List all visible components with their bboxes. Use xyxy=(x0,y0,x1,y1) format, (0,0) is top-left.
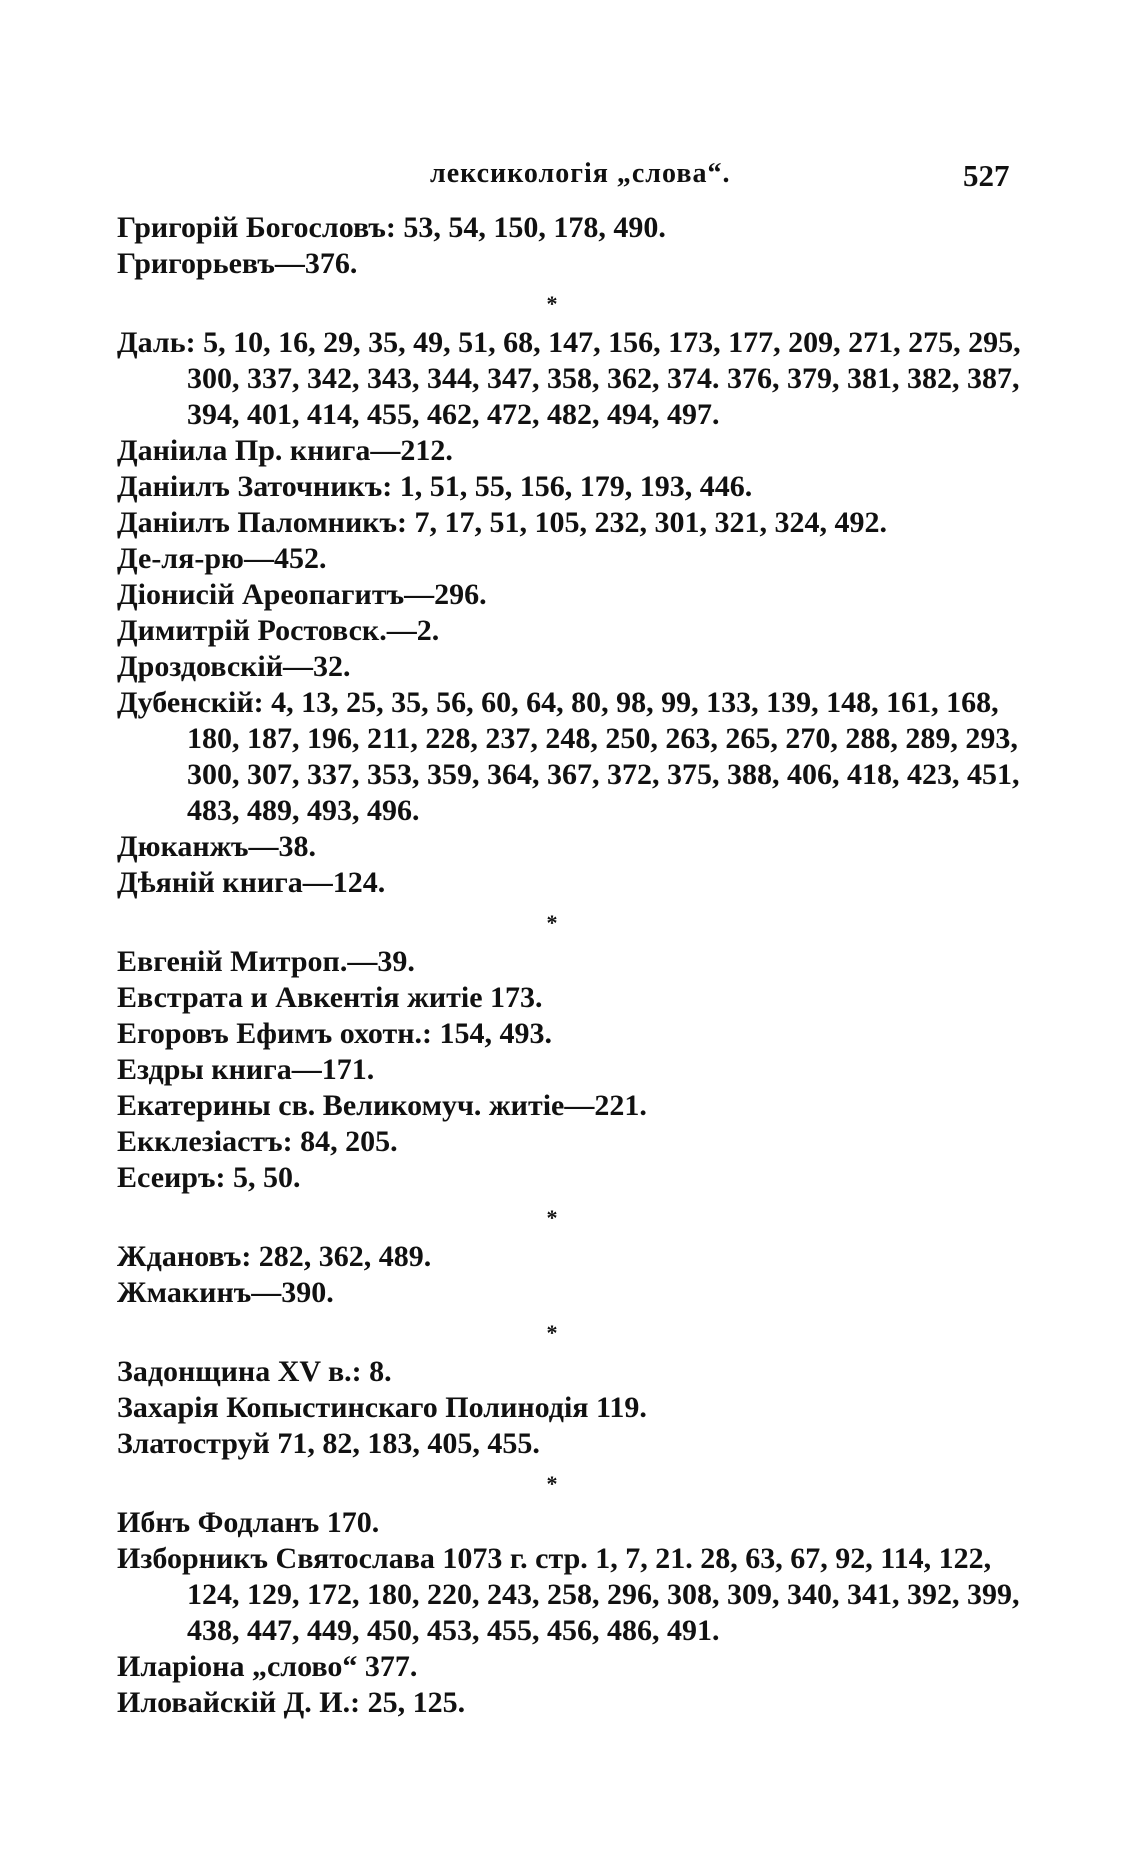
index-entries xyxy=(117,210,1037,1721)
index-entry: Дроздовскій—32. xyxy=(117,650,351,683)
index-entry: Дубенскій: 4, 13, 25, 35, 56, 60, 64, 80, 98, 99, 133, 139, 148, 161, 168, 180, 187, 196, 211, 228, 237, 248, 250, 263, 265, 270, 288, 289, 293, 300, 307, 337, 353, 359, 364, 367, 372, 375, 388, 406, 418, 423, 451, 483, 489, 493, 496. xyxy=(117,686,1020,827)
running-title: лексикологія „слова“. xyxy=(430,158,731,189)
index-entry: Иловайскій Д. И.: 25, 125. xyxy=(117,1686,466,1719)
index-entry: Евстрата и Авкентія житіе 173. xyxy=(117,981,543,1014)
index-entry: Ибнъ Фодланъ 170. xyxy=(117,1506,380,1539)
index-entry: Екатерины св. Великомуч. житіе—221. xyxy=(117,1089,647,1122)
index-entry: Задонщина XV в.: 8. xyxy=(117,1355,392,1388)
section-separator: * xyxy=(546,1205,558,1230)
index-entry: Иларіона „слово“ 377. xyxy=(117,1650,418,1683)
index-entry: Дюканжъ—38. xyxy=(117,830,317,863)
index-entry: Ждановъ: 282, 362, 489. xyxy=(117,1240,432,1273)
section-separator: * xyxy=(546,1320,558,1345)
index-entry: Діонисій Ареопагитъ—296. xyxy=(117,578,487,611)
index-entry: Даніила Пр. книга—212. xyxy=(117,434,453,467)
index-entry: Егоровъ Ефимъ охотн.: 154, 493. xyxy=(117,1017,552,1050)
index-entry: Екклезіастъ: 84, 205. xyxy=(117,1125,398,1158)
index-entry: Захарія Копыстинскаго Полинодія 119. xyxy=(117,1391,647,1424)
index-entry: Димитрій Ростовск.—2. xyxy=(117,614,440,647)
index-entry: Даніилъ Паломникъ: 7, 17, 51, 105, 232, 301, 321, 324, 492. xyxy=(117,506,887,539)
index-entry: Жмакинъ—390. xyxy=(117,1276,334,1309)
section-separator: * xyxy=(546,910,558,935)
index-entry: Григорій Богословъ: 53, 54, 150, 178, 490. xyxy=(117,211,666,244)
running-header xyxy=(0,158,1140,198)
index-entry: Евгеній Митроп.—39. xyxy=(117,945,415,978)
index-entry: Даль: 5, 10, 16, 29, 35, 49, 51, 68, 147, 156, 173, 177, 209, 271, 275, 295, 300, 337, 342, 343, 344, 347, 358, 362, 374. 376, 379, 381, 382, 387, 394, 401, 414, 455, 462, 472, 482, 494, 497. xyxy=(117,326,1021,431)
index-entry: Златоструй 71, 82, 183, 405, 455. xyxy=(117,1427,540,1460)
index-entry: Григорьевъ—376. xyxy=(117,247,358,280)
index-entry: Дѣяній книга—124. xyxy=(117,866,386,899)
index-entry: Ездры книга—171. xyxy=(117,1053,375,1086)
index-entry: Изборникъ Святослава 1073 г. стр. 1, 7, 21. 28, 63, 67, 92, 114, 122, 124, 129, 172, 180, 220, 243, 258, 296, 308, 309, 340, 341, 392, 399, 438, 447, 449, 450, 453, 455, 456, 486, 491. xyxy=(117,1542,1020,1647)
index-entry: Даніилъ Заточникъ: 1, 51, 55, 156, 179, 193, 446. xyxy=(117,470,753,503)
section-separator: * xyxy=(546,1471,558,1496)
page-number: 527 xyxy=(963,158,1010,193)
section-separator: * xyxy=(546,291,558,316)
index-entry: Есеиръ: 5, 50. xyxy=(117,1161,301,1194)
index-entry: Де-ля-рю—452. xyxy=(117,542,327,575)
